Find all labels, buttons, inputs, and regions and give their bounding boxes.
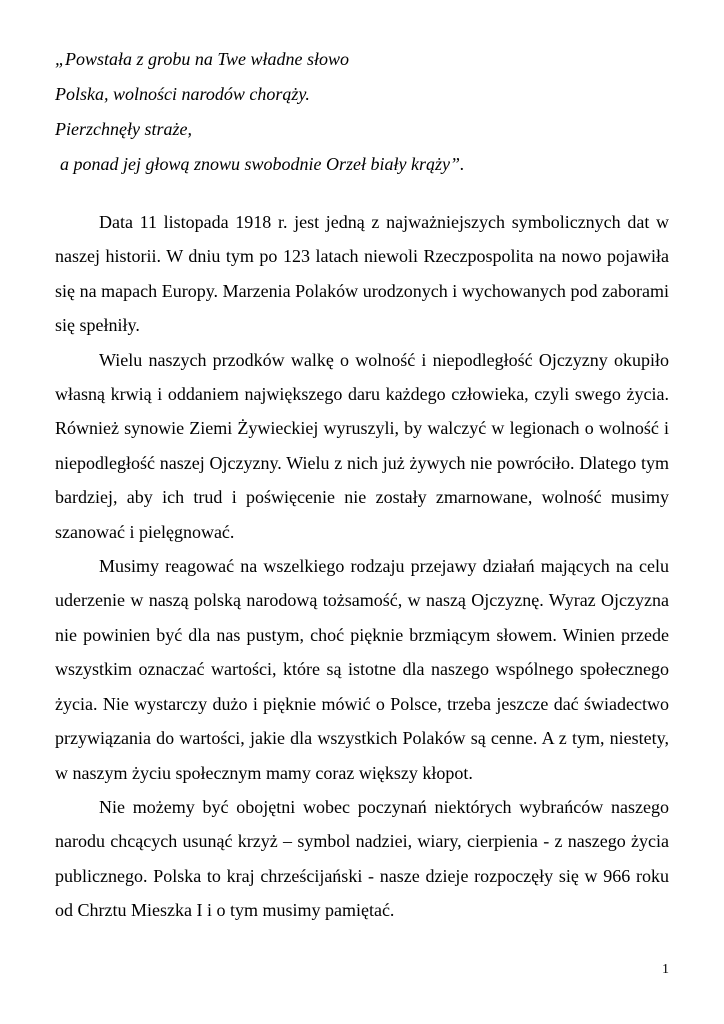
poem-line: „Powstała z grobu na Twe władne słowo bbox=[55, 49, 350, 69]
poem-quote bbox=[55, 42, 675, 182]
paragraph-cross: Nie możemy być obojętni wobec poczynań niektórych wybrańców naszego narodu chcących usunąć krzyż – symbol nadziei, wiary, cierpienia - z naszego życia publicznego. Polska to kraj chrześcijański - nasze dzieje rozpoczęły się w 966 roku od Chrztu Mieszka I i o tym musimy pamiętać. bbox=[55, 796, 669, 921]
page-number: 1 bbox=[662, 962, 669, 977]
poem-line: a ponad jej głową znowu swobodnie Orzeł biały krąży”. bbox=[60, 154, 465, 174]
document-body bbox=[55, 205, 669, 928]
paragraph-independence-date: Data 11 listopada 1918 r. jest jedną z najważniejszych symbolicznych dat w naszej historii. W dniu tym po 123 latach niewoli Rzeczpospolita na nowo pojawiła się na mapach Europy. Marzenia Polaków urodzonych i wychowanych pod zaborami się spełniły. bbox=[55, 212, 669, 336]
paragraph-homeland: Musimy reagować na wszelkiego rodzaju przejawy działań mających na celu uderzenie w naszą polską narodową tożsamość, w naszą Ojczyznę. Wyraz Ojczyzna nie powinien być dla nas pustym, choć pięknie brzmiącym słowem. Winien przede wszystkim oznaczać wartości, które są istotne dla naszego wspólnego społecznego życia. Nie wystarczy dużo i pięknie mówić o Polsce, trzeba jeszcze dać świadectwo przywiązania do wartości, jakie dla wszystkich Polaków są cenne. A z tym, niestety, w naszym życiu społecznym mamy coraz większy kłopot. bbox=[55, 556, 669, 783]
poem-line: Pierzchnęły straże, bbox=[55, 119, 192, 139]
paragraph-ancestors: Wielu naszych przodków walkę o wolność i niepodległość Ojczyzny okupiło własną krwią i oddaniem największego daru każdego człowieka, czyli swego życia. Również synowie Ziemi Żywieckiej wyruszyli, by walczyć w legionach o wolność i niepodległość naszej Ojczyzny. Wielu z nich już żywych nie powróciło. Dlatego tym bardziej, aby ich trud i poświęcenie nie zostały zmarnowane, wolność musimy szanować i pielęgnować. bbox=[55, 349, 669, 542]
poem-line: Polska, wolności narodów chorąży. bbox=[55, 84, 310, 104]
